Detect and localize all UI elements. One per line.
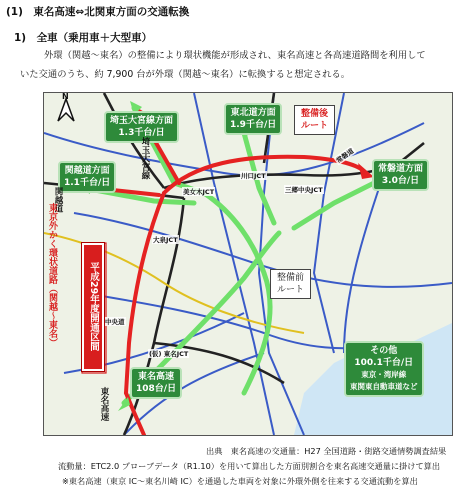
source-line-2: 流動量：ETC2.0 プローブデータ（R1.10）を用いて算出した方面別割合を東名高速交通量に掛けて算出 <box>58 461 441 471</box>
subsection-heading: 1) 全車（乗用車＋大型車） <box>14 32 153 44</box>
tohoku-direction-box <box>224 103 282 135</box>
other-direction-note-2: 東関東自動車道など <box>350 382 418 391</box>
kanetsu-direction-name: 関越道方面 <box>64 166 110 176</box>
paragraph-line-2: いた交通のうち、約 7,900 台が外環（関越～東名）に転換すると想定される。 <box>20 69 351 80</box>
after-route-callout-line-1: 整備後 <box>301 109 329 119</box>
oizumi-jct-label: 大泉JCT <box>153 236 178 244</box>
saitama-direction-name: 埼玉大宮線方面 <box>110 116 174 126</box>
saitama-direction-value: 1.3千台/日 <box>118 128 165 138</box>
joban-direction-box <box>372 159 429 191</box>
joban-road-label: 常磐道 <box>334 147 356 165</box>
tohoku-direction-value: 1.9千台/日 <box>230 120 277 130</box>
tomei-road-label: 東名高速 <box>99 387 109 421</box>
before-route-callout-line-2: ルート <box>277 285 305 295</box>
other-direction-value: 100.1千台/日 <box>354 358 414 368</box>
before-route-callout <box>270 269 311 299</box>
other-direction-note-1: 東京・湾岸線 <box>361 370 407 379</box>
tomei-direction-box <box>130 367 182 399</box>
tomei-direction-name: 東名高速 <box>138 372 175 382</box>
other-direction-box <box>344 341 424 397</box>
opened-section-label: 平成29年度開通区間 <box>82 243 104 371</box>
traffic-map <box>43 92 453 436</box>
description-paragraph <box>20 46 466 84</box>
tomei-jct-label: (仮) 東名JCT <box>149 350 189 358</box>
source-line-1: 出典 東名高速の交通量：H27 全国道路・街路交通情勢調査結果 <box>206 446 447 456</box>
source-line-3: ※東名高速（東京 IC～東名川崎 IC）を通過した車両を対象に外環外側を往来する交通流動を算出 <box>62 476 418 486</box>
section-heading: (1) 東名高速⇔北関東方面の交通転換 <box>6 6 190 18</box>
kanetsu-direction-value: 1.1千台/日 <box>64 178 111 188</box>
after-route-callout <box>294 105 335 135</box>
outer-ring-road-label: 東京外かく環状道路（関越～東名） <box>47 203 57 347</box>
joban-direction-value: 3.0台/日 <box>381 176 420 186</box>
joban-direction-name: 常磐道方面 <box>378 164 424 174</box>
tohoku-direction-name: 東北道方面 <box>230 108 276 118</box>
compass-north-label: N <box>62 92 69 101</box>
after-route-callout-line-2: ルート <box>301 121 329 131</box>
other-direction-name: その他 <box>370 346 398 356</box>
kawaguchi-jct-label: 川口JCT <box>241 172 266 180</box>
kanetsu-direction-box <box>58 161 116 193</box>
chuo-road-label: 中央道 <box>105 318 125 326</box>
misato-jct-label: 三郷中央JCT <box>285 186 323 194</box>
saitama-road-label: 埼玉大宮線 <box>140 137 150 180</box>
bijogi-jct-label: 美女木JCT <box>183 188 215 196</box>
before-route-callout-line-1: 整備前 <box>277 273 305 283</box>
paragraph-line-1: 外環（関越～東名）の整備により環状機能が形成され、東名高速と各高速道路間を利用して <box>44 50 426 61</box>
tomei-direction-value: 108台/日 <box>136 384 177 394</box>
kanetsu-road-label: 関越道 <box>53 187 63 213</box>
